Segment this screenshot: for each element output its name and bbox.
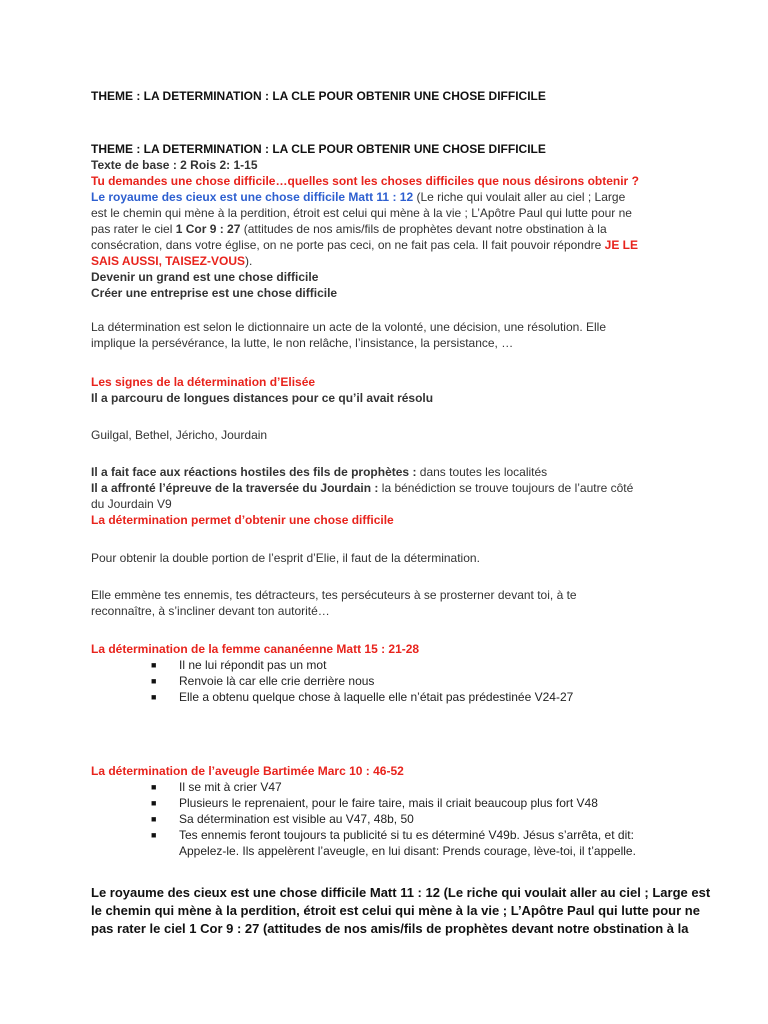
list-item-text: Appelez-le. Ils appelèrent l’aveugle, en lui disant: Prends courage, lève-toi, il t’appelle. xyxy=(179,844,636,858)
bartimaeus-heading: La détermination de l’aveugle Bartimée Marc 10 : 46-52 xyxy=(91,764,404,778)
canaanite-heading: La détermination de la femme cananéenne Matt 15 : 21-28 xyxy=(91,642,420,656)
hostile-line xyxy=(91,464,681,480)
section-title: THEME : LA DETERMINATION : LA CLE POUR OBTENIR UNE CHOSE DIFFICILE xyxy=(91,142,546,156)
list-item-text: Sa détermination est visible au V47, 48b, 50 xyxy=(179,812,414,826)
list-item xyxy=(151,673,573,689)
signs-line: Il a parcouru de longues distances pour ce qu’il avait résolu xyxy=(91,391,434,405)
difficult-2: Créer une entreprise est une chose difficile xyxy=(91,286,338,300)
closing-line-3: pas rater le ciel 1 Cor 9 : 27 (attitudes de nos amis/fils de prophètes devant notre obstination à la xyxy=(91,921,689,936)
bullet-icon: ■ xyxy=(151,814,157,824)
bullet-icon: ■ xyxy=(151,830,157,840)
hostile-rest: dans toutes les localités xyxy=(416,465,548,479)
list-item-text: Elle a obtenu quelque chose à laquelle elle n’était pas prédestinée V24-27 xyxy=(179,690,574,704)
definition-line-1: La détermination est selon le dictionnaire un acte de la volonté, une décision, une résolution. Elle xyxy=(91,320,606,334)
jordan-line-2: du Jourdain V9 xyxy=(91,497,172,511)
list-item-text: Tes ennemis feront toujours ta publicité si tu es déterminé V49b. Jésus s’arrêta, et dit: xyxy=(179,828,634,842)
jordan-bold: Il a affronté l’épreuve de la traversée du Jourdain : xyxy=(91,481,379,495)
bullet-icon: ■ xyxy=(151,692,157,702)
signs-heading: Les signes de la détermination d’Elisée xyxy=(91,375,316,389)
bullet-icon: ■ xyxy=(151,660,157,670)
kingdom-line-4: consécration, dans votre église, on ne porte pas ceci, on ne fait pas cela. Il fait pouvoir répondre JE LE xyxy=(91,238,638,252)
kingdom-lead: Le royaume des cieux est une chose difficile Matt 11 : 12 xyxy=(91,190,414,204)
list-item xyxy=(151,795,636,811)
question-line: Tu demandes une chose difficile…quelles sont les choses difficiles que nous désirons obtenir ? xyxy=(91,174,639,188)
list-item xyxy=(151,689,573,705)
list-item xyxy=(151,827,636,843)
list-item xyxy=(151,779,636,795)
base-text: Texte de base : 2 Rois 2: 1-15 xyxy=(91,158,258,172)
enemies-line-1: Elle emmène tes ennemis, tes détracteurs, tes persécuteurs à se prosterner devant toi, à te xyxy=(91,588,577,602)
difficult-1: Devenir un grand est une chose difficile xyxy=(91,270,319,284)
list-item-text: Il se mit à crier V47 xyxy=(179,780,282,794)
intro-section xyxy=(91,141,681,301)
closing-line-1: Le royaume des cieux est une chose difficile Matt 11 : 12 (Le riche qui voulait aller au ciel ; Large est xyxy=(91,885,711,900)
closing-paragraph xyxy=(91,884,711,938)
kingdom-line-2 xyxy=(91,205,681,221)
kingdom-line-1 xyxy=(91,189,681,205)
definition-line-2: implique la persévérance, la lutte, le non relâche, l’insistance, la persistance, … xyxy=(91,336,514,350)
list-item-text: Plusieurs le reprenaient, pour le faire taire, mais il criait beaucoup plus fort V48 xyxy=(179,796,598,810)
double-portion-line: Pour obtenir la double portion de l’esprit d’Elie, il faut de la détermination. xyxy=(91,551,480,565)
jordan-line xyxy=(91,480,681,496)
jordan-rest: la bénédiction se trouve toujours de l’autre côté xyxy=(378,481,634,495)
signs-section xyxy=(91,374,681,406)
bullet-icon: ■ xyxy=(151,782,157,792)
canaanite-list xyxy=(151,657,573,705)
kingdom-rest-1: (Le riche qui voulait aller au ciel ; Large xyxy=(413,190,626,204)
page-title: THEME : LA DETERMINATION : LA CLE POUR OBTENIR UNE CHOSE DIFFICILE xyxy=(91,89,546,103)
kingdom-l2a: est le chemin qui mène à la perdition, étroit est celui qui mène à la vie ; L’Apôtre Paul qui lutte pour ne xyxy=(91,206,632,220)
enemies-paragraph xyxy=(91,587,681,619)
places-line: Guilgal, Bethel, Jéricho, Jourdain xyxy=(91,428,268,442)
kingdom-line-3: pas rater le ciel 1 Cor 9 : 27 (attitudes de nos amis/fils de prophètes devant notre obstination à la xyxy=(91,222,607,236)
determination-heading: La détermination permet d’obtenir une chose difficile xyxy=(91,513,394,527)
hostile-section xyxy=(91,464,681,528)
list-item xyxy=(151,811,636,827)
definition-paragraph xyxy=(91,319,681,351)
list-item-continuation xyxy=(151,843,636,859)
hostile-bold: Il a fait face aux réactions hostiles des fils de prophètes : xyxy=(91,465,417,479)
list-item xyxy=(151,657,573,673)
bartimaeus-list xyxy=(151,779,636,859)
kingdom-line-5: SAIS AUSSI, TAISEZ-VOUS). xyxy=(91,254,253,268)
list-item-text: Renvoie là car elle crie derrière nous xyxy=(179,674,375,688)
bullet-icon: ■ xyxy=(151,676,157,686)
list-item-text: Il ne lui répondit pas un mot xyxy=(179,658,327,672)
enemies-line-2: reconnaître, à s’incliner devant ton autorité… xyxy=(91,604,330,618)
bullet-icon: ■ xyxy=(151,798,157,808)
closing-line-2: le chemin qui mène à la perdition, étroit est celui qui mène à la vie ; L’Apôtre Paul qui lutte pour ne xyxy=(91,903,700,918)
